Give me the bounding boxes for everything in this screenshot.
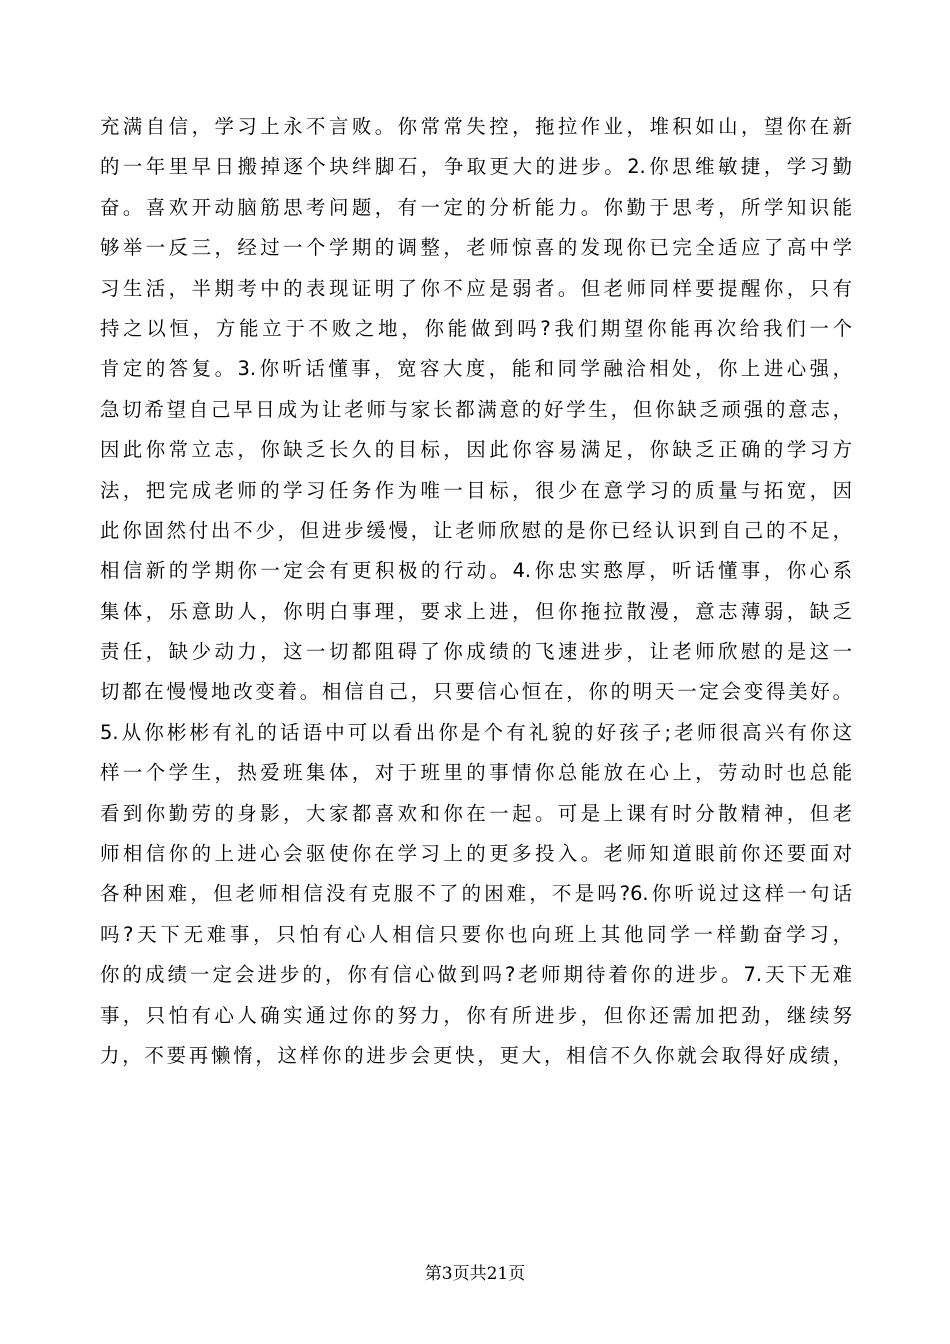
- text-line: 责任，缺少动力，这一切都阻碍了你成绩的飞速进步，让老师欣慰的是这一: [100, 640, 852, 664]
- text-line: 看到你勤劳的身影，大家都喜欢和你在一起。可是上课有时分散精神，但老: [100, 801, 852, 825]
- text-line: 事，只怕有心人确实通过你的努力，你有所进步，但你还需加把劲，继续努: [100, 1003, 852, 1027]
- text-line: 你的成绩一定会进步的，你有信心做到吗?老师期待着你的进步。7.天下无难: [100, 963, 852, 987]
- text-line: 够举一反三，经过一个学期的调整，老师惊喜的发现你已完全适应了高中学: [100, 236, 852, 260]
- text-line: 师相信你的上进心会驱使你在学习上的更多投入。老师知道眼前你还要面对: [100, 842, 852, 866]
- text-line: 样一个学生，热爱班集体，对于班里的事情你总能放在心上，劳动时也总能: [100, 761, 852, 785]
- text-line: 切都在慢慢地改变着。相信自己，只要信心恒在，你的明天一定会变得美好。: [100, 680, 852, 704]
- text-line: 此你固然付出不少，但进步缓慢，让老师欣慰的是你已经认识到自己的不足，: [100, 518, 852, 542]
- text-line: 习生活，半期考中的表现证明了你不应是弱者。但老师同样要提醒你，只有: [100, 276, 852, 300]
- text-line: 的一年里早日搬掉逐个块绊脚石，争取更大的进步。2.你思维敏捷，学习勤: [100, 155, 852, 179]
- text-line: 集体，乐意助人，你明白事理，要求上进，但你拖拉散漫，意志薄弱，缺乏: [100, 599, 852, 623]
- text-line: 急切希望自己早日成为让老师与家长都满意的好学生，但你缺乏顽强的意志，: [100, 397, 852, 421]
- text-line: 吗?天下无难事，只怕有心人相信只要你也向班上其他同学一样勤奋学习，: [100, 922, 852, 946]
- text-line: 奋。喜欢开动脑筋思考问题，有一定的分析能力。你勤于思考，所学知识能: [100, 195, 852, 219]
- text-line: 因此你常立志，你缺乏长久的目标，因此你容易满足，你缺乏正确的学习方: [100, 438, 852, 462]
- text-line: 各种困难，但老师相信没有克服不了的困难，不是吗?6.你听说过这样一句话: [100, 882, 852, 906]
- text-line: 持之以恒，方能立于不败之地，你能做到吗?我们期望你能再次给我们一个: [100, 316, 852, 340]
- document-body: [100, 107, 852, 1076]
- page-number: 第3页共21页: [424, 1264, 526, 1284]
- text-line: 肯定的答复。3.你听话懂事，宽容大度，能和同学融洽相处，你上进心强，: [100, 357, 852, 381]
- text-line: 力，不要再懒惰，这样你的进步会更快，更大，相信不久你就会取得好成绩，: [100, 1043, 852, 1067]
- text-line: 充满自信，学习上永不言败。你常常失控，拖拉作业，堆积如山，望你在新: [100, 115, 852, 138]
- text-line: 法，把完成老师的学习任务作为唯一目标，很少在意学习的质量与拓宽，因: [100, 478, 852, 502]
- text-line: 5.从你彬彬有礼的话语中可以看出你是个有礼貌的好孩子;老师很高兴有你这: [100, 720, 852, 744]
- text-line: 相信新的学期你一定会有更积极的行动。4.你忠实憨厚，听话懂事，你心系: [100, 559, 852, 583]
